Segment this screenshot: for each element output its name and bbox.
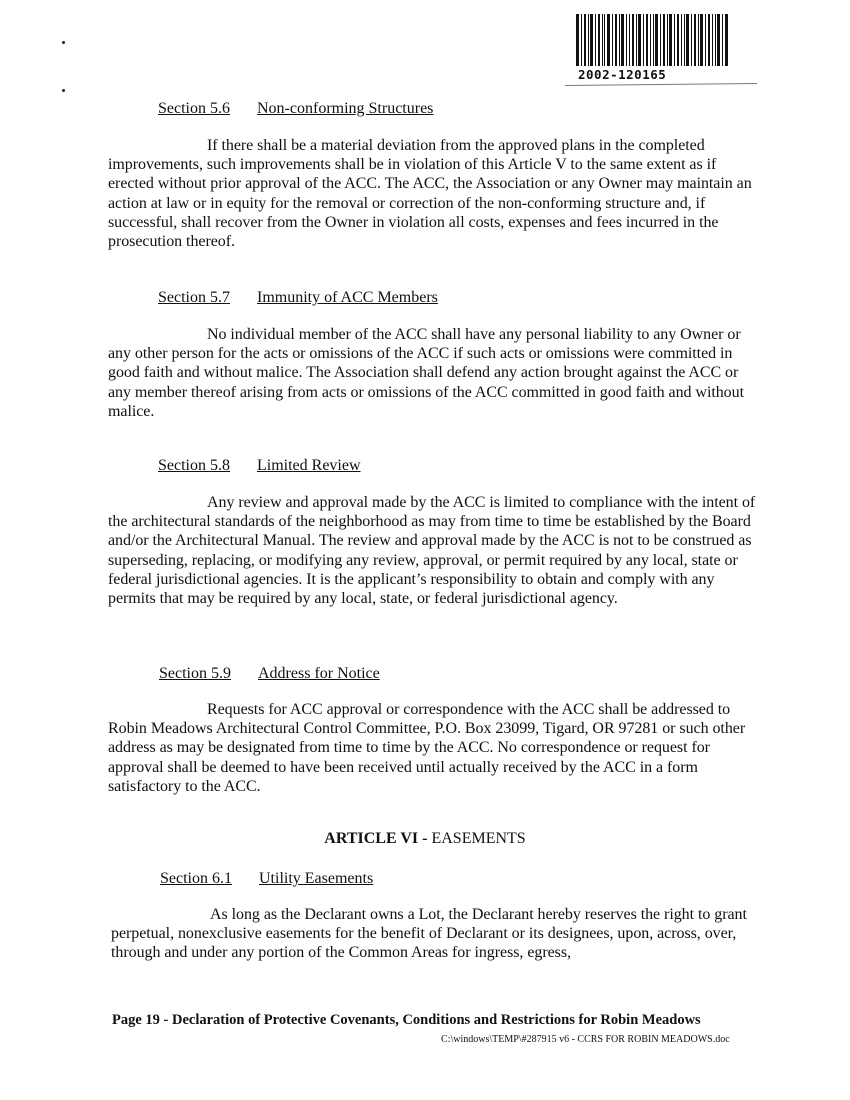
section-body: Requests for ACC approval or correspondence with the ACC shall be addressed to Robin Meadows Architectural Control Committee, P.O. Box 23099, Tigard, OR 97281 or such other address as may be designated from time to time by the ACC. No correspondence or request for approval shall be deemed to have been received until actually received by the ACC in a form satisfactory to the ACC. bbox=[108, 701, 746, 795]
document-number: 2002-120165 bbox=[578, 67, 667, 82]
section-number: Section 6.1 bbox=[160, 870, 232, 887]
section-title: Immunity of ACC Members bbox=[257, 289, 438, 306]
section-body: As long as the Declarant owns a Lot, the Declarant hereby reserves the right to grant perpetual, nonexclusive easements for the benefit of Declarant or its designees, upon, across, over, through and under any portion of the Common Areas for ingress, egress, bbox=[111, 906, 747, 962]
recording-stamp bbox=[576, 14, 728, 82]
scan-mark bbox=[62, 89, 65, 92]
section-title: Utility Easements bbox=[259, 870, 374, 887]
barcode-icon bbox=[576, 14, 728, 66]
section-title: Non-conforming Structures bbox=[257, 100, 434, 117]
scan-mark bbox=[62, 41, 65, 44]
section-number: Section 5.7 bbox=[158, 289, 230, 306]
section-body: No individual member of the ACC shall have any personal liability to any Owner or any other person for the acts or omissions of the ACC if such acts or omissions were committed in good faith and without malice. The Association shall defend any action brought against the ACC or any member thereof arising from acts or omissions of the ACC committed in good faith and without malice. bbox=[108, 326, 744, 420]
article-title: EASEMENTS bbox=[427, 830, 526, 847]
section-number: Section 5.6 bbox=[158, 100, 230, 117]
page-footer-file-path: C:\windows\TEMP\#287915 v6 - CCRS FOR ROBIN MEADOWS.doc bbox=[441, 1034, 730, 1045]
stamp-underline bbox=[565, 83, 757, 86]
section-number: Section 5.9 bbox=[159, 665, 231, 682]
section-number: Section 5.8 bbox=[158, 457, 230, 474]
section-title: Limited Review bbox=[257, 457, 361, 474]
section-body: Any review and approval made by the ACC is limited to compliance with the intent of the architectural standards of the neighborhood as may from time to time be established by the Board and/or the Architectural Manual. The review and approval made by the ACC is not to be construed as superseding, replacing, or modifying any review, approval, or permit required by any local, state or federal jurisdictional agencies. It is the applicant’s responsibility to obtain and comply with any permits that may be required by any local, state, or federal jurisdictional agency. bbox=[108, 494, 756, 608]
section-title: Address for Notice bbox=[258, 665, 380, 682]
section-body: If there shall be a material deviation from the approved plans in the completed improvements, such improvements shall be in violation of this Article V to the same extent as if erected without prior approval of the ACC. The ACC, the Association or any Owner may maintain an action at law or in equity for the removal or correction of the non-conforming structure and, if successful, shall recover from the Owner in violation all costs, expenses and fees incurred in the prosecution thereof. bbox=[108, 137, 752, 251]
page-footer-title: Page 19 - Declaration of Protective Covenants, Conditions and Restrictions for Robin Meadows bbox=[112, 1012, 701, 1028]
article-label: ARTICLE VI - bbox=[324, 830, 428, 847]
article-heading bbox=[0, 830, 850, 848]
